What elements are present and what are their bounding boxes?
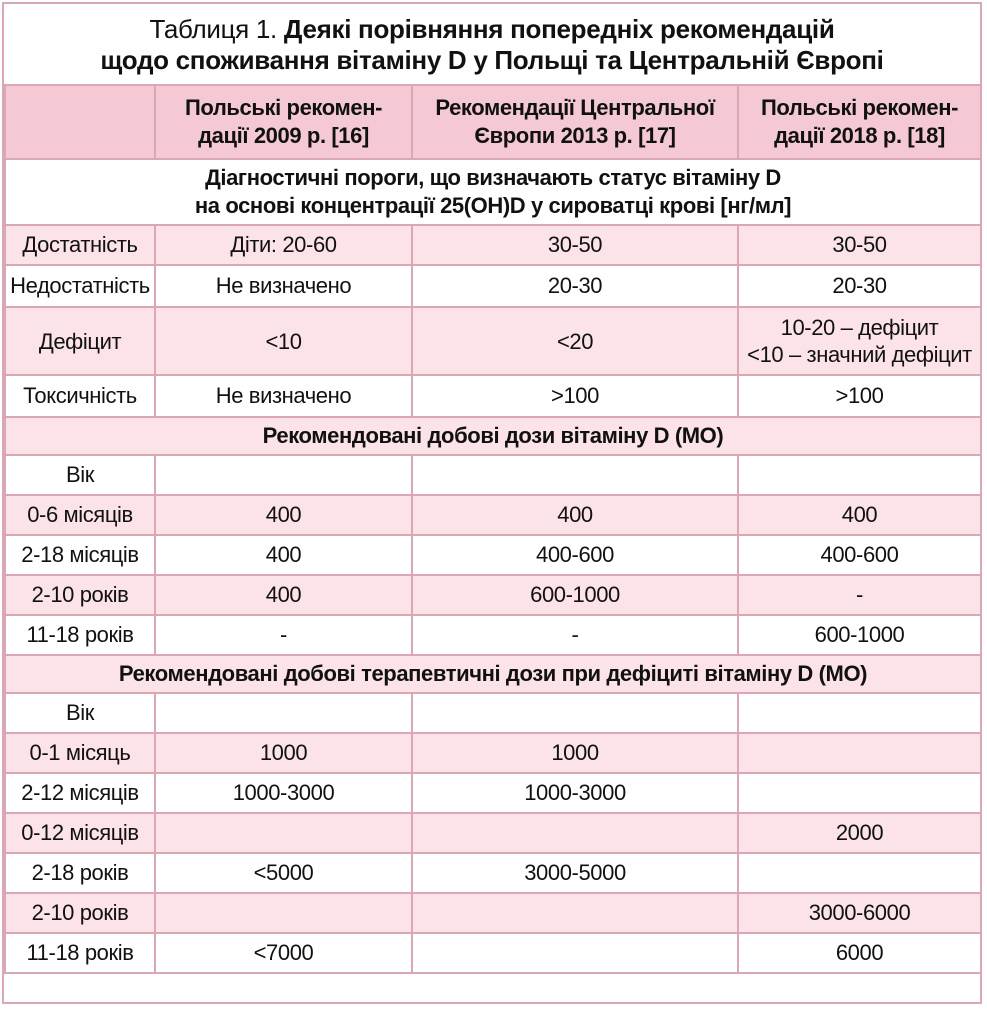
cell: [412, 455, 738, 495]
section3-title-row: [5, 655, 981, 693]
cell: 400: [155, 575, 412, 615]
table-row: [5, 265, 981, 307]
cell: [738, 733, 981, 773]
cell: 400: [412, 495, 738, 535]
cell: [412, 813, 738, 853]
cell: 3000-6000: [738, 893, 981, 933]
table-row: [5, 575, 981, 615]
table-row: [5, 933, 981, 973]
cell: [738, 455, 981, 495]
row-label: Токсичність: [5, 375, 155, 417]
table-row: [5, 773, 981, 813]
cell: [155, 455, 412, 495]
cell: [155, 693, 412, 733]
section3-title: Рекомендовані добові терапевтичні дози при дефіциті вітаміну D (МО): [5, 655, 981, 693]
cell: 30-50: [738, 225, 981, 265]
cell: <7000: [155, 933, 412, 973]
cell: [412, 893, 738, 933]
cell: 600-1000: [738, 615, 981, 655]
cell: -: [412, 615, 738, 655]
cell: -: [738, 575, 981, 615]
table-title-line2: щодо споживання вітаміну D у Польщі та Центральній Європі: [100, 45, 884, 75]
section2-title-row: [5, 417, 981, 455]
cell: [738, 773, 981, 813]
cell: <10: [155, 307, 412, 375]
header-row: [5, 85, 981, 159]
row-label: 2-18 місяців: [5, 535, 155, 575]
row-label: 0-12 місяців: [5, 813, 155, 853]
cell: 3000-5000: [412, 853, 738, 893]
header-col1: Польські рекомен- дації 2009 р. [16]: [155, 85, 412, 159]
table-row: [5, 693, 981, 733]
cell: [412, 693, 738, 733]
table-title: [4, 4, 980, 84]
cell: [155, 893, 412, 933]
cell: 1000-3000: [412, 773, 738, 813]
cell: 2000: [738, 813, 981, 853]
cell: [738, 853, 981, 893]
cell: 1000-3000: [155, 773, 412, 813]
cell: >100: [412, 375, 738, 417]
cell: <5000: [155, 853, 412, 893]
table-row: [5, 893, 981, 933]
header-col3: Польські рекомен- дації 2018 р. [18]: [738, 85, 981, 159]
cell: <20: [412, 307, 738, 375]
row-label: 2-10 років: [5, 575, 155, 615]
table-title-prefix: Таблиця 1.: [149, 14, 277, 44]
table-row: [5, 853, 981, 893]
cell: Не визначено: [155, 265, 412, 307]
cell: 30-50: [412, 225, 738, 265]
table-row: [5, 733, 981, 773]
section1-title-row: [5, 159, 981, 225]
row-label: Дефіцит: [5, 307, 155, 375]
cell: 400: [738, 495, 981, 535]
cell: 20-30: [412, 265, 738, 307]
cell: >100: [738, 375, 981, 417]
cell: Діти: 20-60: [155, 225, 412, 265]
section1-title: Діагностичні пороги, що визначають статус вітаміну D на основі концентрації 25(OH)D у сироватці крові [нг/мл]: [5, 159, 981, 225]
cell: [155, 813, 412, 853]
row-label: 0-6 місяців: [5, 495, 155, 535]
row-label: Вік: [5, 455, 155, 495]
cell: 400-600: [738, 535, 981, 575]
cell: 400: [155, 535, 412, 575]
table-row: [5, 495, 981, 535]
row-label: 2-10 років: [5, 893, 155, 933]
cell: [738, 693, 981, 733]
header-blank-cell: [5, 85, 155, 159]
comparison-table: [4, 84, 982, 974]
table-title-line1: Деякі порівняння попередніх рекомендацій: [283, 14, 835, 44]
cell: 10-20 – дефіцит <10 – значний дефіцит: [738, 307, 981, 375]
row-label: 11-18 років: [5, 615, 155, 655]
table-row: [5, 225, 981, 265]
table-row: [5, 455, 981, 495]
cell: -: [155, 615, 412, 655]
table-row: [5, 615, 981, 655]
table-row: [5, 813, 981, 853]
cell: 1000: [412, 733, 738, 773]
table-row: [5, 375, 981, 417]
table-row: [5, 535, 981, 575]
row-label: 2-12 місяців: [5, 773, 155, 813]
section2-title: Рекомендовані добові дози вітаміну D (МО): [5, 417, 981, 455]
row-label: 2-18 років: [5, 853, 155, 893]
cell: [412, 933, 738, 973]
table-row: [5, 307, 981, 375]
row-label: Недостатність: [5, 265, 155, 307]
cell: 1000: [155, 733, 412, 773]
cell: 400-600: [412, 535, 738, 575]
cell: 6000: [738, 933, 981, 973]
cell: 400: [155, 495, 412, 535]
cell: Не визначено: [155, 375, 412, 417]
cell: 600-1000: [412, 575, 738, 615]
row-label: Вік: [5, 693, 155, 733]
row-label: 11-18 років: [5, 933, 155, 973]
header-col2: Рекомендації Центральної Європи 2013 р. [17]: [412, 85, 738, 159]
row-label: Достатність: [5, 225, 155, 265]
table-container: [2, 2, 982, 1004]
row-label: 0-1 місяць: [5, 733, 155, 773]
cell: 20-30: [738, 265, 981, 307]
